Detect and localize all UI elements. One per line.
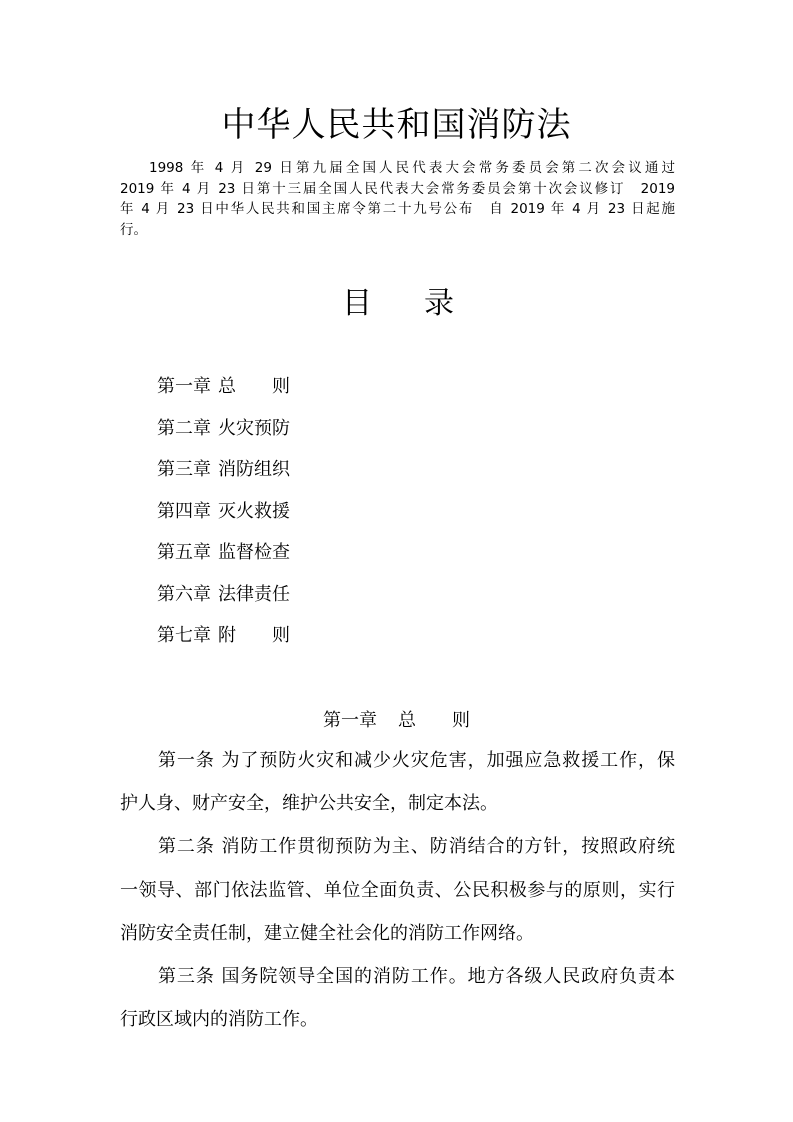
- preamble-line: 2019 年 4 月 23 日第十三届全国人民代表大会常务委员会第十次会议修订 2019: [120, 180, 675, 197]
- toc-item[interactable]: [157, 622, 290, 664]
- toc-chapter-title: 总 则: [218, 376, 290, 397]
- toc-item[interactable]: [157, 498, 290, 540]
- toc-chapter-number: 第七章: [157, 625, 211, 646]
- toc-heading: [342, 284, 454, 324]
- chapter-title: 总 则: [398, 710, 470, 731]
- toc-chapter-number: 第三章: [157, 459, 211, 480]
- article-line: 护人身、财产安全，维护公共安全，制定本法。: [120, 793, 498, 815]
- preamble: [120, 158, 675, 240]
- chapter-body: [120, 744, 675, 1046]
- toc-heading-char: 录: [424, 286, 454, 321]
- article-3: [120, 960, 675, 1046]
- toc-chapter-number: 第四章: [157, 500, 211, 522]
- article-line: 第三条 国务院领导全国的消防工作。地方各级人民政府负责本: [158, 965, 675, 987]
- article-line: 消防安全责任制，建立健全社会化的消防工作网络。: [120, 922, 534, 944]
- chapter-number: 第一章: [323, 710, 377, 731]
- toc-chapter-title: 法律责任: [218, 583, 290, 605]
- preamble-line: 年 4 月 23 日中华人民共和国主席令第二十九号公布 自 2019 年 4 月 23 日起施: [120, 201, 675, 217]
- toc-item[interactable]: [157, 415, 290, 457]
- table-of-contents: [157, 373, 290, 664]
- toc-chapter-number: 第五章: [157, 542, 211, 563]
- article-line: 一领导、部门依法监管、单位全面负责、公民积极参与的原则，实行: [120, 879, 675, 901]
- article-line: 第二条 消防工作贯彻预防为主、防消结合的方针，按照政府统: [158, 836, 675, 858]
- toc-chapter-number: 第一章: [157, 376, 211, 397]
- chapter-heading: [323, 707, 470, 735]
- toc-chapter-title: 消防组织: [218, 459, 290, 480]
- preamble-line: 行。: [120, 221, 147, 238]
- toc-item[interactable]: [157, 581, 290, 623]
- toc-item[interactable]: [157, 456, 290, 498]
- toc-item[interactable]: [157, 539, 290, 581]
- toc-chapter-title: 附 则: [218, 625, 290, 646]
- article-line: 行政区域内的消防工作。: [120, 1009, 318, 1031]
- toc-item[interactable]: [157, 373, 290, 415]
- toc-chapter-title: 火灾预防: [218, 417, 290, 439]
- article-2: [120, 830, 675, 960]
- article-1: [120, 744, 675, 830]
- document-title: 中华人民共和国消防法: [221, 105, 572, 145]
- toc-chapter-title: 监督检查: [218, 542, 290, 563]
- preamble-line: 1998 年 4 月 29 日第九届全国人民代表大会常务委员会第二次会议通过: [149, 160, 675, 176]
- toc-heading-char: 目: [342, 286, 372, 321]
- toc-chapter-number: 第二章: [157, 417, 211, 439]
- toc-chapter-number: 第六章: [157, 583, 211, 605]
- toc-chapter-title: 灭火救援: [218, 500, 290, 522]
- article-line: 第一条 为了预防火灾和减少火灾危害，加强应急救援工作，保: [158, 750, 675, 771]
